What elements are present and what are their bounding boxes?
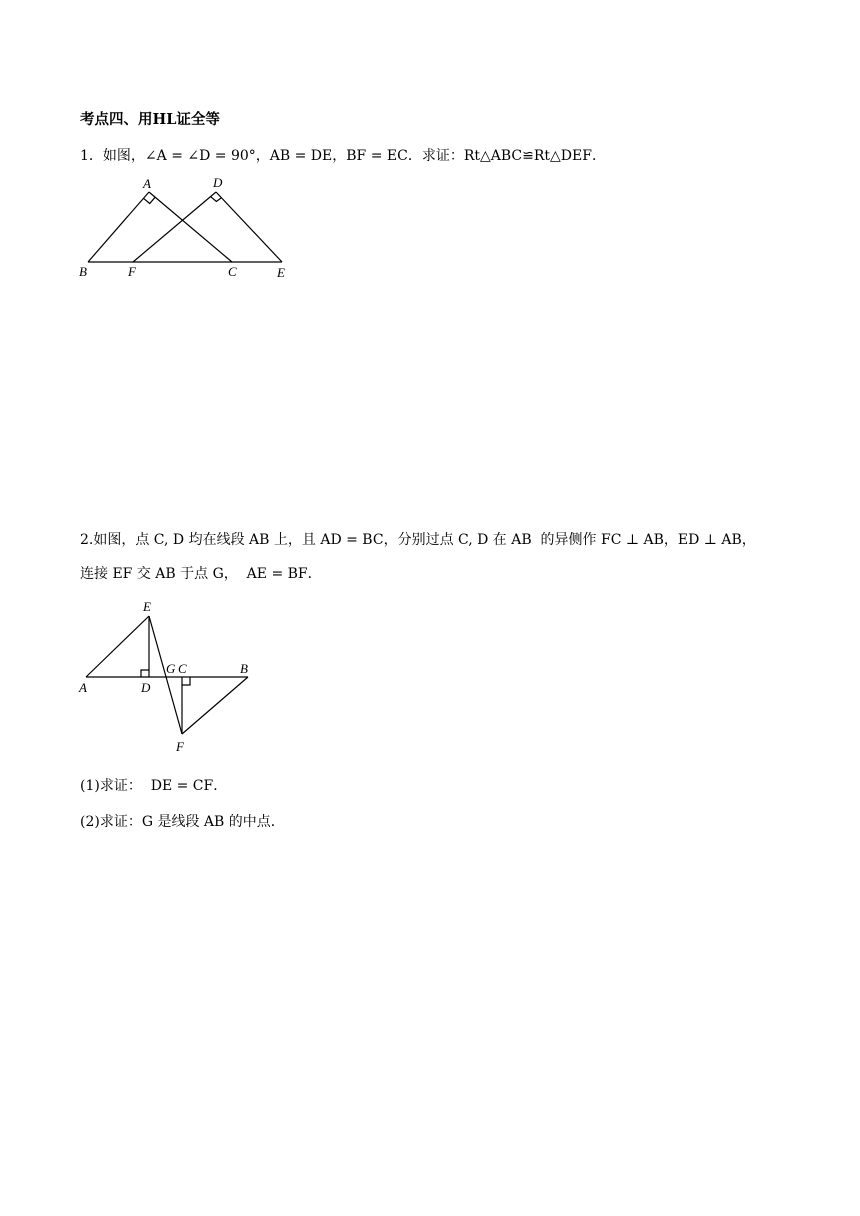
q2-label-b: B	[240, 661, 248, 676]
question-2-line-1: 2.如图，点 C, D 均在线段 AB 上，且 AD = BC，分别过点 C, D 在 AB 的异侧作 FC ⊥ AB，ED ⊥ AB，	[80, 532, 756, 548]
q1-label-b: B	[79, 264, 87, 279]
q1-label-f: F	[128, 264, 136, 279]
q1-label-c: C	[228, 264, 237, 279]
question-2-figure	[72, 596, 272, 756]
q2-label-a: A	[79, 680, 87, 695]
question-2-sub-2: (2)求证：G 是线段 AB 的中点．	[80, 814, 285, 830]
q1-label-a: A	[143, 176, 151, 191]
section-heading: 考点四、用HL证全等	[80, 111, 220, 128]
question-2-sub-1: (1)求证： DE = CF．	[80, 778, 228, 794]
q2-label-c: C	[178, 661, 187, 676]
question-1-figure	[70, 172, 310, 282]
question-2-line-2: 连接 EF 交 AB 于点 G， AE = BF．	[80, 566, 322, 582]
q1-label-e: E	[277, 265, 285, 280]
q2-label-d: D	[141, 680, 151, 695]
question-1-text: 1．如图，∠A = ∠D = 90°，AB = DE，BF = EC．求证：Rt△ABC≌Rt△DEF．	[80, 148, 606, 164]
q2-label-e: E	[143, 599, 151, 614]
q2-label-g: G	[166, 661, 176, 676]
q1-label-d: D	[213, 175, 223, 190]
q2-label-f: F	[176, 739, 184, 754]
